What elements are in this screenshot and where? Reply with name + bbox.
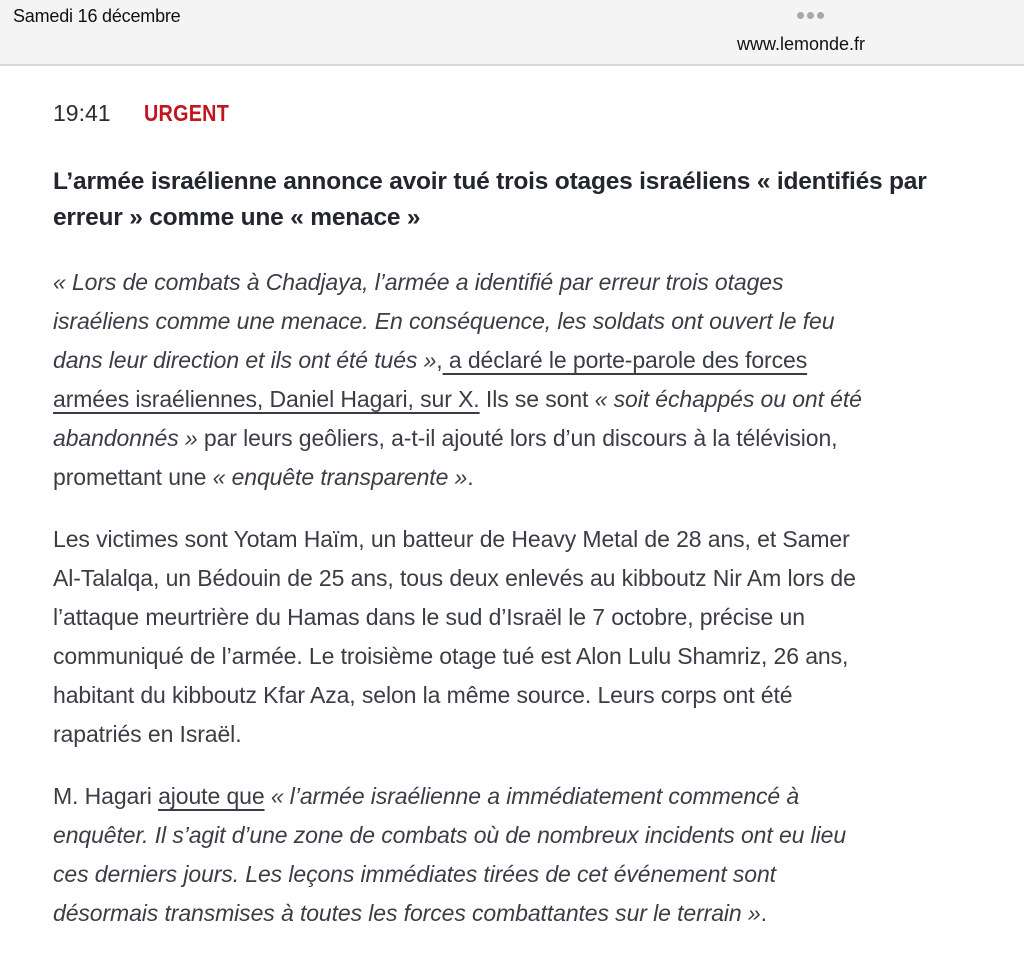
urgent-badge: URGENT — [144, 100, 230, 126]
text: M. Hagari — [53, 783, 159, 809]
text-line: rapatriés en Israël. — [53, 721, 242, 747]
text: . — [760, 900, 767, 926]
quote-text: désormais transmises à toutes les forces combattantes sur le terrain » — [53, 900, 761, 926]
post-meta — [53, 100, 1003, 134]
text: promettant une — [53, 464, 213, 490]
text: Ils se sont — [479, 386, 595, 412]
text: , — [436, 347, 443, 373]
quote-text: enquêter. Il s’agit d’une zone de combats où de nombreux incidents ont eu lieu — [53, 822, 847, 848]
paragraph-1 — [53, 263, 1003, 497]
browser-top-bar — [0, 0, 1024, 66]
quote-text: israéliens comme une menace. En conséquence, les soldats ont ouvert le feu — [53, 308, 835, 334]
post-headline — [53, 164, 1003, 236]
text-line: habitant du kibboutz Kfar Aza, selon la même source. Leurs corps ont été — [53, 682, 793, 708]
quote-text: abandonnés » — [53, 425, 198, 451]
spokesperson-link-cont[interactable]: armées israéliennes, Daniel Hagari, sur X. — [53, 386, 480, 412]
quote-text: « l’armée israélienne a immédiatement commencé à — [264, 783, 800, 809]
status-date: Samedi 16 décembre — [13, 6, 181, 26]
text-line: communiqué de l’armée. Le troisième otage tué est Alon Lulu Shamriz, 26 ans, — [53, 643, 849, 669]
spokesperson-link[interactable]: a déclaré le porte-parole des forces — [442, 347, 808, 373]
quote-text: « Lors de combats à Chadjaya, l’armée a identifié par erreur trois otages — [53, 269, 784, 295]
paragraph-3 — [53, 777, 1003, 933]
text-line: l’attaque meurtrière du Hamas dans le sud d’Israël le 7 octobre, précise un — [53, 604, 805, 630]
quote-text: ces derniers jours. Les leçons immédiates tirées de cet événement sont — [53, 861, 776, 887]
quote-text: « enquête transparente » — [212, 464, 468, 490]
text: . — [467, 464, 474, 490]
live-post — [53, 100, 1003, 933]
ajoute-que-link[interactable]: ajoute que — [158, 783, 265, 809]
quote-text: dans leur direction et ils ont été tués » — [53, 347, 437, 373]
quote-text: « soit échappés ou ont été — [594, 386, 862, 412]
address-bar-url[interactable]: www.lemonde.fr — [737, 34, 866, 54]
headline-line: erreur » comme une « menace » — [53, 204, 421, 231]
text-line: Les victimes sont Yotam Haïm, un batteur de Heavy Metal de 28 ans, et Samer — [53, 526, 850, 552]
headline-line: L’armée israélienne annonce avoir tué trois otages israéliens « identifiés par — [53, 168, 927, 195]
text: par leurs geôliers, a-t-il ajouté lors d’un discours à la télévision, — [197, 425, 838, 451]
text-line: Al-Talalqa, un Bédouin de 25 ans, tous deux enlevés au kibboutz Nir Am lors de — [53, 565, 856, 591]
paragraph-2 — [53, 520, 1003, 754]
more-dots-icon[interactable] — [797, 12, 824, 19]
post-time: 19:41 — [53, 100, 111, 126]
